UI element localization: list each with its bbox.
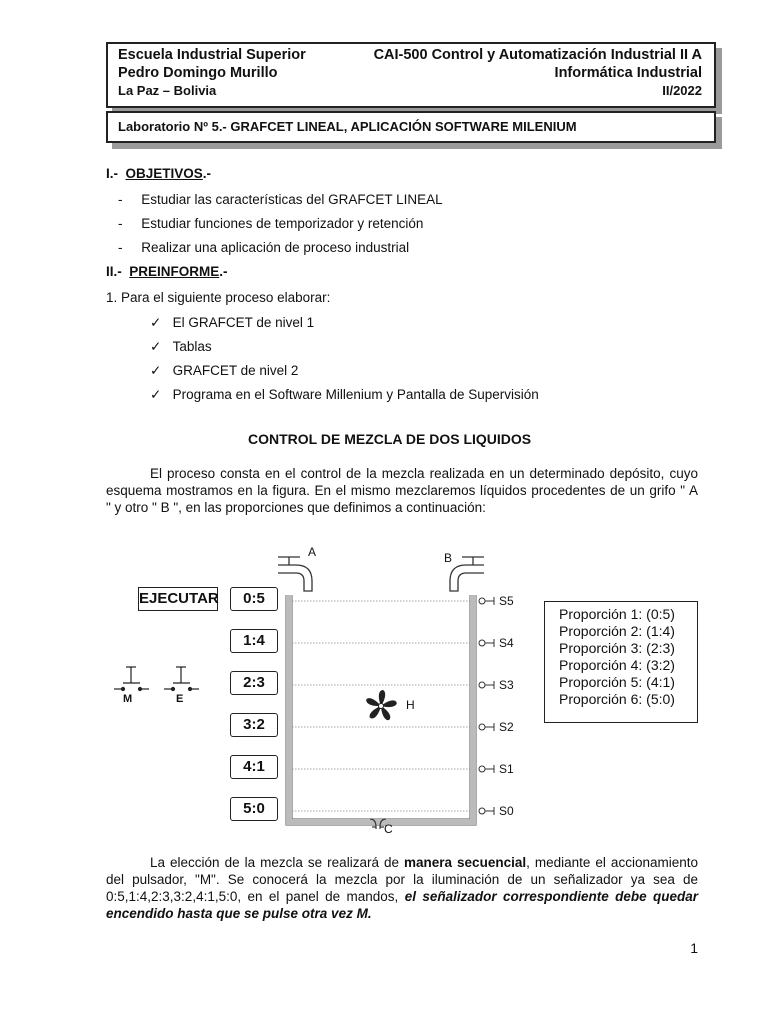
proportion-item: Proporción 1: (0:5) xyxy=(559,606,675,622)
ratio-button-1-4[interactable]: 1:4 xyxy=(230,629,278,653)
list-item: - Estudiar funciones de temporizador y retención xyxy=(118,216,424,231)
valve-b-icon xyxy=(450,557,484,591)
sensor-icons xyxy=(479,597,494,815)
push-button-e-icon xyxy=(164,667,199,691)
ratio-button-4-1[interactable]: 4:1 xyxy=(230,755,278,779)
sensor-s5-icon xyxy=(479,598,485,604)
school-name: Escuela Industrial Superior xyxy=(118,47,306,63)
ratio-button-0-5[interactable]: 0:5 xyxy=(230,587,278,611)
section-number: I.- xyxy=(106,166,118,181)
lab-title: Laboratorio Nº 5.- GRAFCET LINEAL, APLICACIÓN SOFTWARE MILENIUM xyxy=(118,119,577,134)
proportion-item: Proporción 4: (3:2) xyxy=(559,657,675,673)
lab-title-box xyxy=(106,111,716,143)
check-item: ✓ Programa en el Software Millenium y Pantalla de Supervisión xyxy=(150,387,539,402)
closing-text: , mediante el accionamiento xyxy=(526,855,698,870)
sensor-s3-icon xyxy=(479,682,485,688)
check-item: ✓ El GRAFCET de nivel 1 xyxy=(150,315,315,330)
intro-line: " y otro " B ", en las proporciones que definimos a continuación: xyxy=(106,500,486,515)
tank-wall-left xyxy=(286,595,292,825)
sensor-s5-label: S5 xyxy=(499,594,514,608)
valve-a-label: A xyxy=(308,545,317,559)
list-item: - Realizar una aplicación de proceso industrial xyxy=(118,240,410,255)
section-title: OBJETIVOS xyxy=(125,166,203,181)
proportion-item: Proporción 5: (4:1) xyxy=(559,674,675,690)
course-term: II/2022 xyxy=(662,83,702,98)
proportion-item: Proporción 3: (2:3) xyxy=(559,640,675,656)
check-item: ✓ Tablas xyxy=(150,339,212,354)
sensor-s4-label: S4 xyxy=(499,636,514,650)
push-button-m-icon xyxy=(114,667,149,691)
section-suffix: .- xyxy=(219,264,228,279)
closing-emphasis: el señalizador correspondiente debe quedar xyxy=(404,889,698,904)
header-box xyxy=(106,42,716,108)
proportions-box xyxy=(544,601,698,723)
page-number: 1 xyxy=(690,940,698,956)
sensor-s0-label: S0 xyxy=(499,804,514,818)
valve-c-label: C xyxy=(384,822,393,836)
course-title: CAI-500 Control y Automatización Industrial II A xyxy=(373,47,702,63)
execute-button[interactable]: EJECUTAR xyxy=(138,587,218,611)
check-text: El GRAFCET de nivel 1 xyxy=(172,315,315,330)
mixer-fan-icon xyxy=(365,690,397,721)
section-preinforme-heading xyxy=(106,264,228,279)
valve-b-label: B xyxy=(444,551,453,565)
intro-paragraph xyxy=(106,465,698,516)
check-item: ✓ GRAFCET de nivel 2 xyxy=(150,363,299,378)
closing-emphasis: encendido hasta que se pulse otra vez M. xyxy=(106,906,372,921)
course-subject: Informática Industrial xyxy=(554,65,702,81)
ratio-button-3-2[interactable]: 3:2 xyxy=(230,713,278,737)
intro-line: El proceso consta en el control de la mezcla realizada en un determinado depósito, cuyo xyxy=(150,466,698,481)
ratio-button-2-3[interactable]: 2:3 xyxy=(230,671,278,695)
sensor-s1-icon xyxy=(479,766,485,772)
closing-text: 0:5,1:4,2:3,3:2,4:1,5:0, en el panel de mandos, xyxy=(106,889,405,904)
sensor-s3-label: S3 xyxy=(499,678,514,692)
objective-text: Estudiar funciones de temporizador y retención xyxy=(141,216,424,231)
section-number: II.- xyxy=(106,264,122,279)
mixing-tank-diagram xyxy=(100,535,720,845)
closing-paragraph xyxy=(106,854,698,922)
sensor-s0-icon xyxy=(479,808,485,814)
check-text: Programa en el Software Millenium y Pantalla de Supervisión xyxy=(172,387,539,402)
closing-emphasis: manera secuencial xyxy=(404,855,527,870)
section-title: PREINFORME xyxy=(129,264,220,279)
check-text: GRAFCET de nivel 2 xyxy=(172,363,299,378)
section-objetivos-heading xyxy=(106,166,211,181)
school-location: La Paz – Bolivia xyxy=(118,83,217,98)
sensor-s4-icon xyxy=(479,640,485,646)
list-item: - Estudiar las características del GRAFCET LINEAL xyxy=(118,192,443,207)
valve-a-icon xyxy=(278,557,312,591)
school-name-2: Pedro Domingo Murillo xyxy=(118,65,278,81)
tank-wall-right xyxy=(470,595,476,825)
proportion-item: Proporción 6: (5:0) xyxy=(559,691,675,707)
mixer-label: H xyxy=(406,698,415,712)
objective-text: Realizar una aplicación de proceso industrial xyxy=(141,240,410,255)
button-e-label: E xyxy=(176,693,184,705)
sensor-s2-label: S2 xyxy=(499,720,514,734)
sensor-s1-label: S1 xyxy=(499,762,514,776)
closing-text: del pulsador, "M". Se conocerá la mezcla por la iluminación de un señalizador ya sea de xyxy=(106,872,698,887)
ratio-button-5-0[interactable]: 5:0 xyxy=(230,797,278,821)
process-title: CONTROL DE MEZCLA DE DOS LIQUIDOS xyxy=(248,431,532,447)
sensor-s2-icon xyxy=(479,724,485,730)
intro-line: esquema mostramos en la figura. En el mismo mezclaremos líquidos procedentes de un grifo " A xyxy=(106,483,698,498)
button-m-label: M xyxy=(123,693,133,705)
check-text: Tablas xyxy=(172,339,212,354)
proportion-item: Proporción 2: (1:4) xyxy=(559,623,675,639)
point-1: 1. Para el siguiente proceso elaborar: xyxy=(106,290,331,305)
closing-text: La elección de la mezcla se realizará de xyxy=(150,855,404,870)
objective-text: Estudiar las características del GRAFCET LINEAL xyxy=(141,192,443,207)
section-suffix: .- xyxy=(202,166,212,181)
